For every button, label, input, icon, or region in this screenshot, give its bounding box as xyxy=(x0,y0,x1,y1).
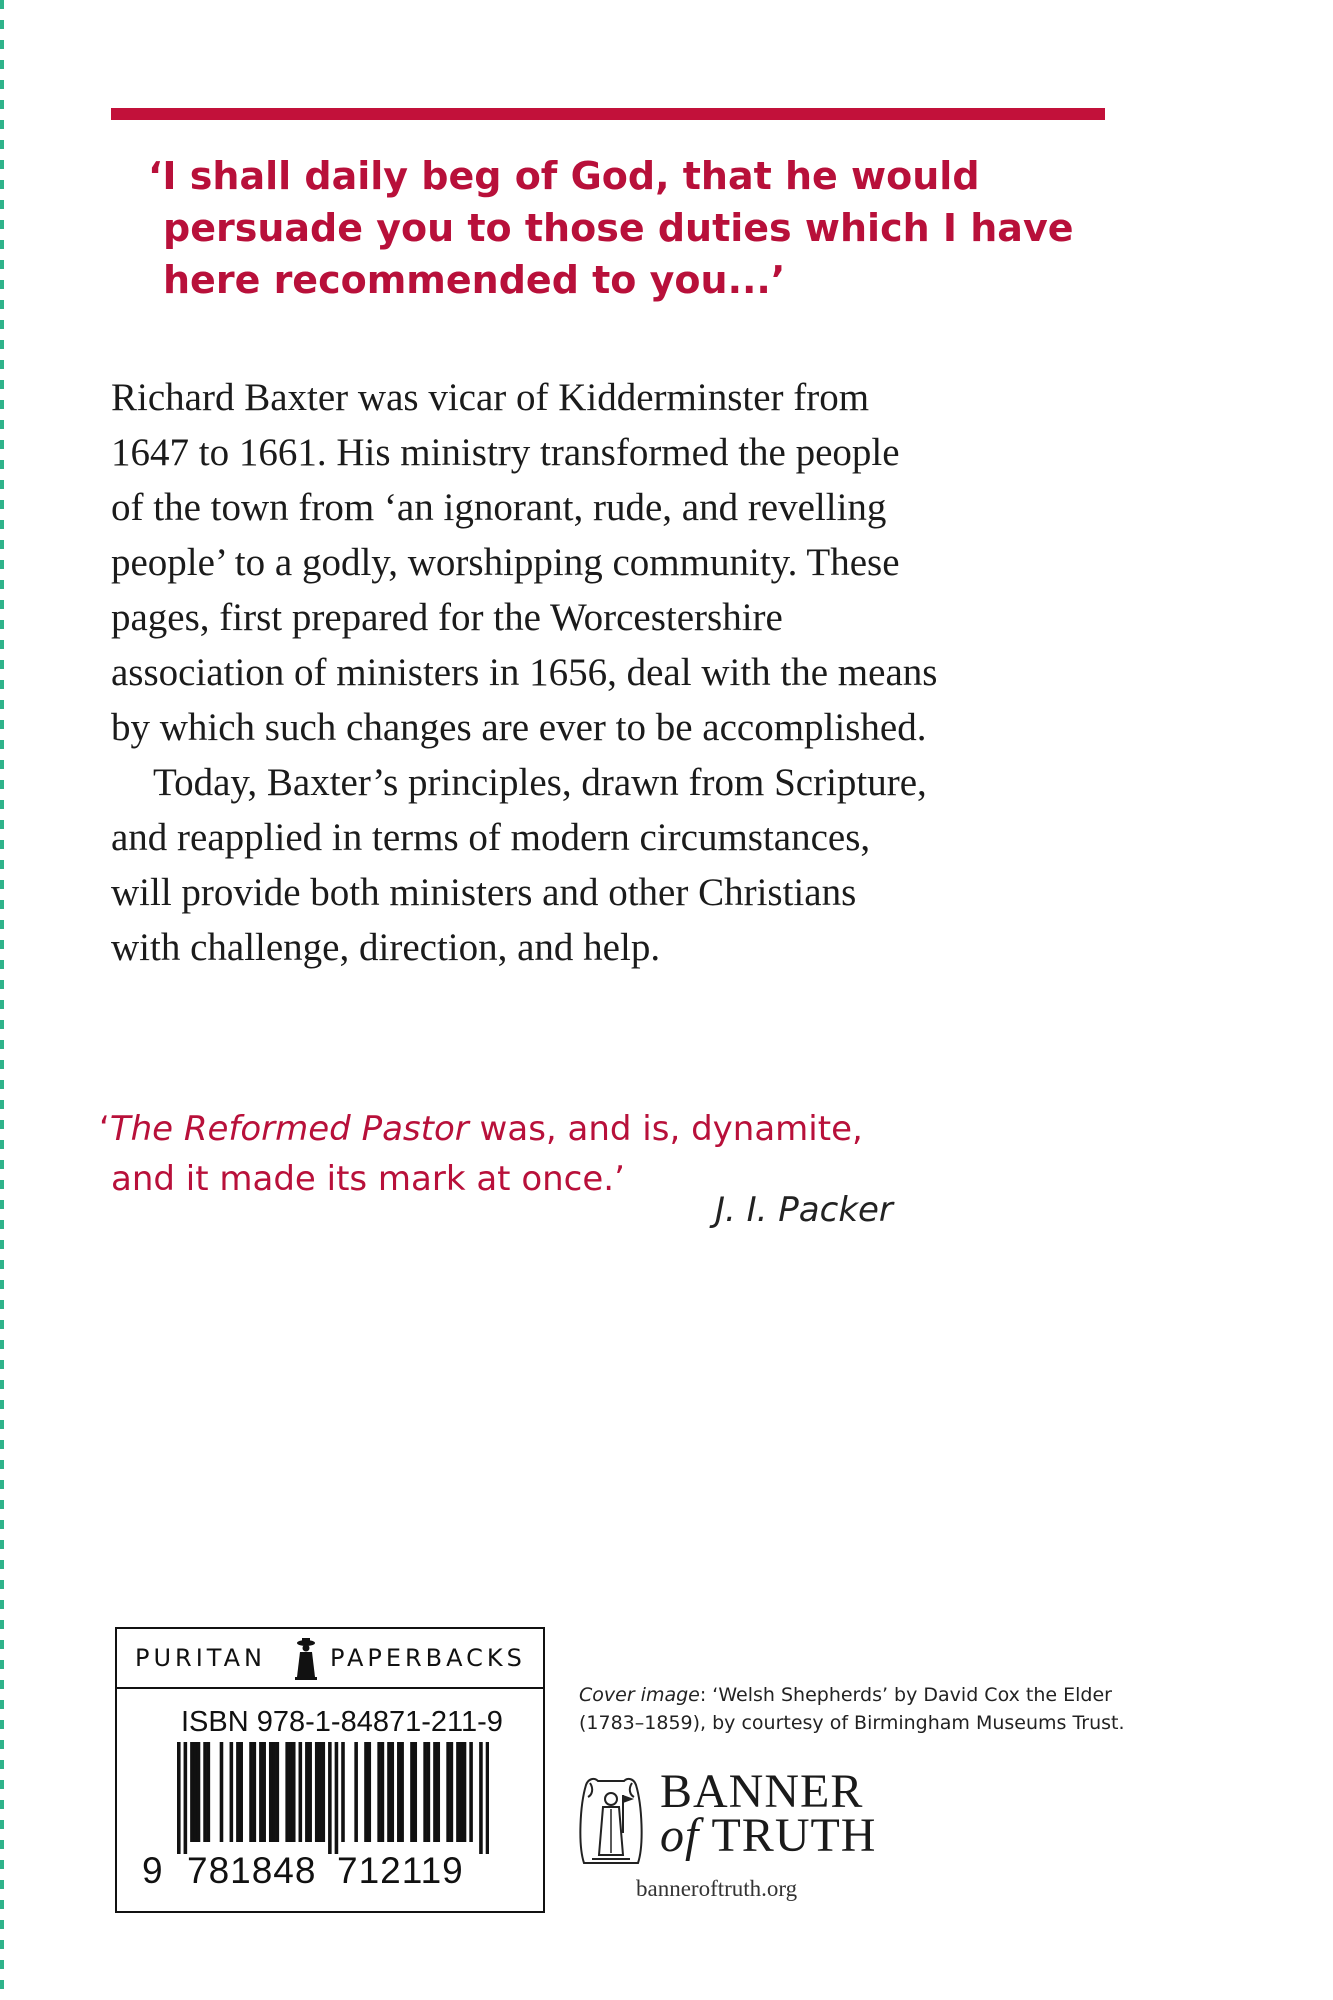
barcode-bar xyxy=(433,1742,437,1842)
pull-quote-line: persuade you to those duties which I have xyxy=(163,206,1074,250)
endorsement-text: was, and is, dynamite, xyxy=(468,1109,863,1149)
description-line: with challenge, direction, and help. xyxy=(111,926,661,969)
pull-quote-line: here recommended to you...’ xyxy=(163,258,786,302)
pull-quote xyxy=(148,150,1074,306)
book-description xyxy=(111,370,1111,975)
publisher-name xyxy=(660,1765,877,1862)
barcode-bar xyxy=(463,1742,467,1842)
description-line: association of ministers in 1656, deal with the means xyxy=(111,651,938,694)
barcode-bar xyxy=(220,1742,224,1842)
description-line: of the town from ‘an ignorant, rude, and revelling xyxy=(111,486,887,529)
endorsement-line: and it made its mark at once.’ xyxy=(111,1159,625,1199)
barcode-bar xyxy=(486,1742,489,1854)
pull-quote-line: ‘I shall daily beg of God, that he would xyxy=(148,154,980,198)
endorsement-line xyxy=(99,1104,999,1154)
description-line: people’ to a godly, worshipping community. These xyxy=(111,541,900,584)
barcode-bar xyxy=(289,1742,293,1842)
description-paragraph xyxy=(111,755,1111,975)
barcode-bar xyxy=(203,1742,207,1842)
description-line: by which such changes are ever to be accomplished. xyxy=(111,706,927,749)
barcode-bar xyxy=(397,1742,401,1842)
barcode-bar xyxy=(197,1742,201,1842)
barcode-bar xyxy=(305,1742,309,1842)
barcode-bar xyxy=(479,1742,483,1854)
barcode-bar xyxy=(450,1742,454,1842)
publisher-name-line xyxy=(660,1809,877,1862)
barcode-bar xyxy=(456,1742,460,1842)
barcode-bar xyxy=(446,1742,450,1842)
top-red-rule xyxy=(111,108,1105,120)
barcode-bar xyxy=(262,1742,266,1842)
barcode-bar xyxy=(236,1742,240,1842)
barcode-bar xyxy=(354,1742,358,1842)
barcode-bar xyxy=(239,1742,243,1842)
barcode-bar xyxy=(328,1742,332,1854)
barcode-bar xyxy=(315,1742,319,1842)
barcode-bar xyxy=(423,1742,427,1842)
barcode-bar xyxy=(299,1742,303,1842)
barcode-bar xyxy=(427,1742,431,1842)
barcode-bar xyxy=(322,1742,326,1842)
barcode-bar xyxy=(367,1742,371,1842)
open-quote-mark: ‘ xyxy=(99,1109,110,1149)
barcode-bar xyxy=(400,1742,404,1842)
description-line: Today, Baxter’s principles, drawn from Scripture, xyxy=(153,761,927,804)
book-title-italic: The Reformed Pastor xyxy=(109,1109,469,1149)
trim-guide-line xyxy=(0,0,4,2000)
endorsement-quote xyxy=(99,1104,999,1204)
description-line: and reapplied in terms of modern circumstances, xyxy=(111,816,871,859)
barcode-bars xyxy=(177,1742,489,1854)
barcode-bar xyxy=(249,1742,253,1842)
barcode-bar xyxy=(285,1742,289,1842)
endorsement-author: J. I. Packer xyxy=(715,1190,893,1230)
barcode-bar xyxy=(292,1742,296,1842)
barcode-bar xyxy=(341,1742,345,1842)
series-name-left: PURITAN xyxy=(135,1644,266,1672)
banner-of-truth-logo-icon xyxy=(576,1775,646,1871)
ean-right-digits: 712119 xyxy=(337,1850,464,1891)
barcode-bar xyxy=(276,1742,280,1842)
barcode-panel xyxy=(115,1627,545,1913)
cover-image-credit xyxy=(579,1681,1125,1737)
barcode-bar xyxy=(335,1742,339,1854)
barcode-bar xyxy=(190,1742,194,1842)
ean-left-digits: 781848 xyxy=(187,1850,317,1891)
barcode-bar xyxy=(381,1742,385,1842)
isbn-number: ISBN 978-1-84871-211-9 xyxy=(181,1706,503,1738)
ean-first-digit: 9 xyxy=(142,1850,163,1891)
puritan-figure-icon xyxy=(291,1637,321,1681)
barcode-bar xyxy=(193,1742,197,1842)
barcode-bar xyxy=(469,1742,473,1842)
barcode-bar xyxy=(318,1742,322,1842)
barcode-bar xyxy=(390,1742,394,1842)
barcode-bar xyxy=(364,1742,368,1842)
barcode-bar xyxy=(272,1742,276,1842)
publisher-truth: TRUTH xyxy=(699,1809,877,1862)
credit-line: (1783–1859), by courtesy of Birmingham Museums Trust. xyxy=(579,1712,1125,1734)
description-line: Richard Baxter was vicar of Kidderminster from xyxy=(111,376,870,419)
publisher-of: of xyxy=(660,1809,700,1862)
barcode-bar xyxy=(413,1742,417,1842)
credit-label: Cover image xyxy=(579,1684,700,1706)
barcode-bar xyxy=(387,1742,391,1842)
publisher-website: banneroftruth.org xyxy=(636,1876,798,1901)
barcode-bar xyxy=(259,1742,263,1842)
series-name-right: PAPERBACKS xyxy=(330,1644,526,1672)
barcode-bar xyxy=(436,1742,440,1842)
description-line: pages, first prepared for the Worcestershire xyxy=(111,596,783,639)
barcode-bar xyxy=(459,1742,463,1842)
description-line: 1647 to 1661. His ministry transformed the people xyxy=(111,431,900,474)
barcode-bar xyxy=(410,1742,414,1842)
barcode-bar xyxy=(184,1742,188,1854)
barcode-bar xyxy=(230,1742,234,1842)
barcode-bar xyxy=(207,1742,211,1842)
barcode-bar xyxy=(308,1742,312,1842)
credit-text: : ‘Welsh Shepherds’ by David Cox the Elder xyxy=(699,1684,1112,1706)
barcode-bar xyxy=(177,1742,181,1854)
barcode-bar xyxy=(269,1742,273,1842)
barcode-bar xyxy=(253,1742,257,1842)
publisher-name-line: BANNER xyxy=(660,1765,864,1818)
series-band xyxy=(117,1629,543,1689)
credit-line xyxy=(579,1681,1112,1709)
description-paragraph xyxy=(111,370,1111,755)
description-line: will provide both ministers and other Christians xyxy=(111,871,857,914)
barcode-bar xyxy=(377,1742,381,1842)
